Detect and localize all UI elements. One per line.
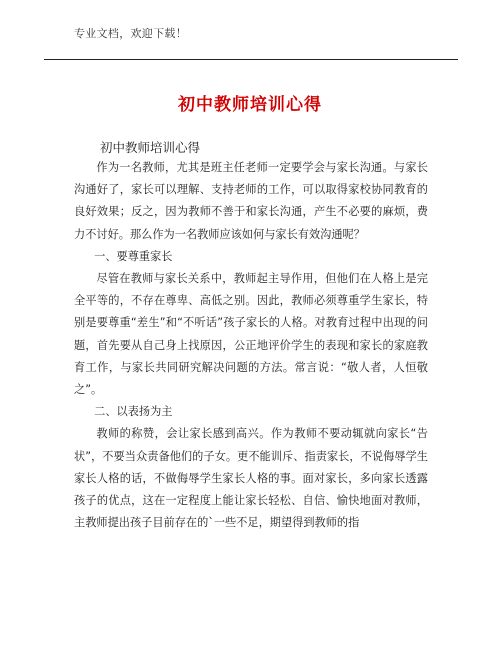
header-note: 专业文档，欢迎下载！	[74, 27, 187, 40]
document-subtitle: 初中教师培训心得	[100, 140, 201, 155]
header-divider	[44, 59, 458, 60]
document-body	[74, 157, 428, 534]
section-heading-2: 二、以表扬为主	[94, 405, 173, 419]
paragraph-intro: 作为一名教师，尤其是班主任老师一定要学会与家长沟通。与家长沟通好了，家长可以理解、支持老师的工作，可以取得家校协同教育的良好效果；反之，因为教师不善于和家长沟通，产生不必要的麻烦，费力不讨好。那么作为一名教师应该如何与家长有效沟通呢？	[74, 161, 428, 241]
paragraph-section-1: 尽管在教师与家长关系中，教师起主导作用，但他们在人格上是完全平等的，不存在尊卑、高低之别。因此，教师必须尊重学生家长，特别是要尊重“差生”和“不听话”孩子家长的人格。对教育过程中出现的问题，首先要从自己身上找原因，公正地评价学生的表现和家长的家庭教育工作，与家长共同研究解决问题的方法。常言说：“敬人者，人恒敬之”。	[74, 272, 428, 397]
paragraph-section-2: 教师的称赞，会让家长感到高兴。作为教师不要动辄就向家长“告状”，不要当众责备他们的子女。更不能训斥、指责家长，不说侮辱学生家长人格的话，不做侮辱学生家长人格的事。面对家长，多向家长透露孩子的优点，这在一定程度上能让家长轻松、自信、愉快地面对教师，主教师提出孩子目前存在的`一些不足，期望得到教师的指	[74, 427, 428, 530]
section-heading-1: 一、要尊重家长	[94, 249, 173, 263]
document-title: 初中教师培训心得	[178, 95, 322, 115]
